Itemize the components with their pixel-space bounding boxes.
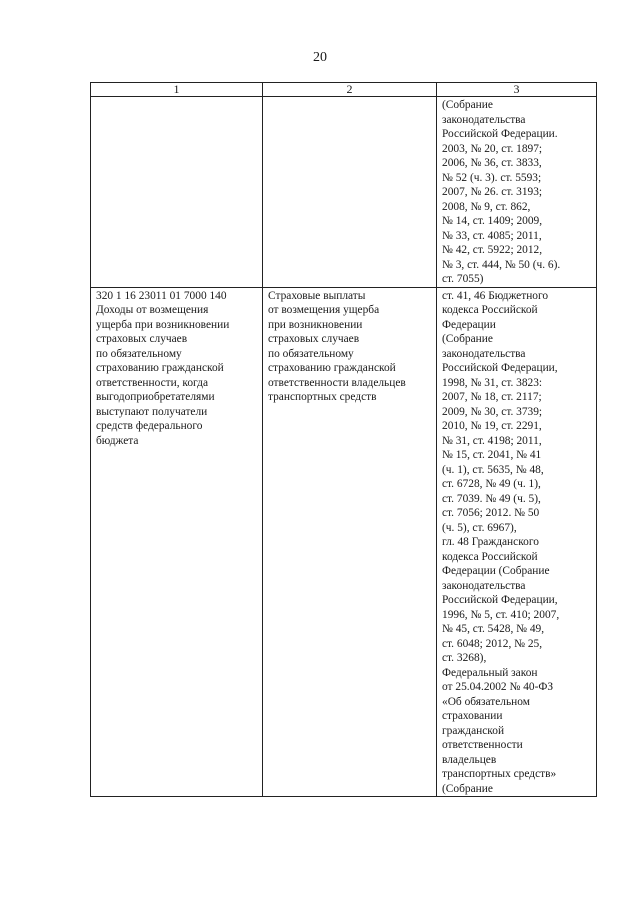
- cell-text-line: бюджета: [96, 434, 139, 447]
- cell-text-line: «Об обязательном: [442, 695, 530, 708]
- cell-text-line: законодательства: [442, 579, 526, 592]
- cell-text-line: Страховые выплаты: [268, 289, 366, 302]
- cell-text-line: 1996, № 5, ст. 410; 2007,: [442, 608, 560, 621]
- cell-text-line: ст. 6048; 2012, № 25,: [442, 637, 543, 650]
- cell-text-line: 1998, № 31, ст. 3823:: [442, 376, 543, 389]
- cell-text-line: по обязательному: [268, 347, 354, 360]
- cell-text-line: владельцев: [442, 753, 497, 766]
- cell-code-description: [91, 287, 263, 797]
- cell-text-line: 2007, № 26. ст. 3193;: [442, 186, 543, 198]
- cell-text-line: транспортных средств: [268, 391, 377, 403]
- cell-text-line: страховых случаев: [96, 333, 188, 345]
- cell-text-line: гражданской: [442, 724, 505, 737]
- cell-text-line: Федерации (Собрание: [442, 565, 550, 577]
- cell-text-line: ущерба при возникновении: [96, 318, 230, 331]
- cell-text-line: Федеральный закон: [442, 666, 538, 679]
- cell-text-line: (ч. 1), ст. 5635, № 48,: [442, 463, 544, 476]
- cell-text-line: страхованию гражданской: [96, 362, 224, 374]
- cell-text-line: № 14, ст. 1409; 2009,: [442, 215, 543, 227]
- cell-text-line: 2003, № 20, ст. 1897;: [442, 142, 543, 155]
- cell-text-line: № 52 (ч. 3). ст. 5593;: [442, 171, 542, 184]
- cell-text-line: 2010, № 19, ст. 2291,: [442, 420, 542, 432]
- cell-text-line: Федерации: [442, 318, 496, 331]
- cell-text-line: ответственности владельцев: [268, 376, 406, 389]
- cell-text-line: страховании: [442, 710, 503, 722]
- table-row: [91, 97, 597, 288]
- cell-text-line: страховых случаев: [268, 333, 360, 345]
- cell-text-line: кодекса Российской: [442, 550, 538, 563]
- cell-text-line: Российской Федерации.: [442, 128, 558, 140]
- cell-text-line: Доходы от возмещения: [96, 304, 209, 316]
- cell-text-line: ст. 3268),: [442, 652, 487, 664]
- cell-text-line: при возникновении: [268, 318, 363, 331]
- cell-text-line: транспортных средств»: [442, 768, 557, 780]
- cell-text-line: от возмещения ущерба: [268, 304, 380, 316]
- cell-text-line: выгодоприобретателями: [96, 391, 215, 403]
- cell-text-line: законодательства: [442, 113, 526, 126]
- cell-text-line: № 45, ст. 5428, № 49,: [442, 623, 545, 635]
- cell-text-line: ст. 7039. № 49 (ч. 5),: [442, 492, 541, 505]
- table-row: [91, 287, 597, 797]
- cell-text-line: ст. 41, 46 Бюджетного: [442, 289, 549, 302]
- cell-text-line: № 42, ст. 5922; 2012,: [442, 244, 543, 256]
- cell-text-line: 2009, № 30, ст. 3739;: [442, 405, 543, 418]
- cell-text-line: 320 1 16 23011 01 7000 140: [96, 289, 227, 302]
- cell-text-line: (ч. 5), ст. 6967),: [442, 521, 517, 534]
- cell-revenue-type: [263, 287, 437, 797]
- cell-text-line: от 25.04.2002 № 40-ФЗ: [442, 681, 554, 693]
- cell-text-line: кодекса Российской: [442, 304, 538, 316]
- column-header-3: 3: [437, 83, 597, 97]
- cell-text-line: 2006, № 36, ст. 3833,: [442, 157, 542, 169]
- cell-text-line: страхованию гражданской: [268, 362, 396, 374]
- cell-text-line: по обязательному: [96, 347, 182, 360]
- cell-text-line: 2008, № 9, ст. 862,: [442, 200, 531, 213]
- cell-text-line: ответственности, когда: [96, 376, 209, 389]
- page-number: 20: [313, 50, 327, 65]
- cell-legal-basis: [437, 97, 597, 288]
- cell-text-line: средств федерального: [96, 420, 203, 432]
- cell-text-line: 2007, № 18, ст. 2117;: [442, 391, 542, 403]
- cell-text-line: выступают получатели: [96, 405, 208, 418]
- table-header-row: [91, 83, 597, 97]
- cell-text-line: № 15, ст. 2041, № 41: [442, 449, 542, 461]
- cell-text-line: № 31, ст. 4198; 2011,: [442, 434, 542, 447]
- cell-text-line: законодательства: [442, 347, 526, 360]
- cell-text-line: ст. 7056; 2012. № 50: [442, 507, 540, 519]
- column-header-1: 1: [91, 83, 263, 97]
- cell-revenue-type: [263, 97, 437, 288]
- cell-text-line: ст. 7055): [442, 273, 484, 285]
- cell-code-description: [91, 97, 263, 288]
- cell-text-line: (Собрание: [442, 99, 493, 111]
- cell-text-line: гл. 48 Гражданского: [442, 536, 539, 548]
- cell-legal-basis: [437, 287, 597, 797]
- cell-text-line: ст. 6728, № 49 (ч. 1),: [442, 478, 541, 490]
- cell-text-line: ответственности: [442, 739, 523, 751]
- document-table: [90, 82, 597, 797]
- cell-text-line: № 33, ст. 4085; 2011,: [442, 229, 542, 242]
- column-header-2: 2: [263, 83, 437, 97]
- cell-text-line: Российской Федерации,: [442, 594, 558, 606]
- cell-text-line: (Собрание: [442, 782, 493, 795]
- cell-text-line: Российской Федерации,: [442, 362, 558, 374]
- cell-text-line: (Собрание: [442, 333, 493, 345]
- cell-text-line: № 3, ст. 444, № 50 (ч. 6).: [442, 258, 561, 271]
